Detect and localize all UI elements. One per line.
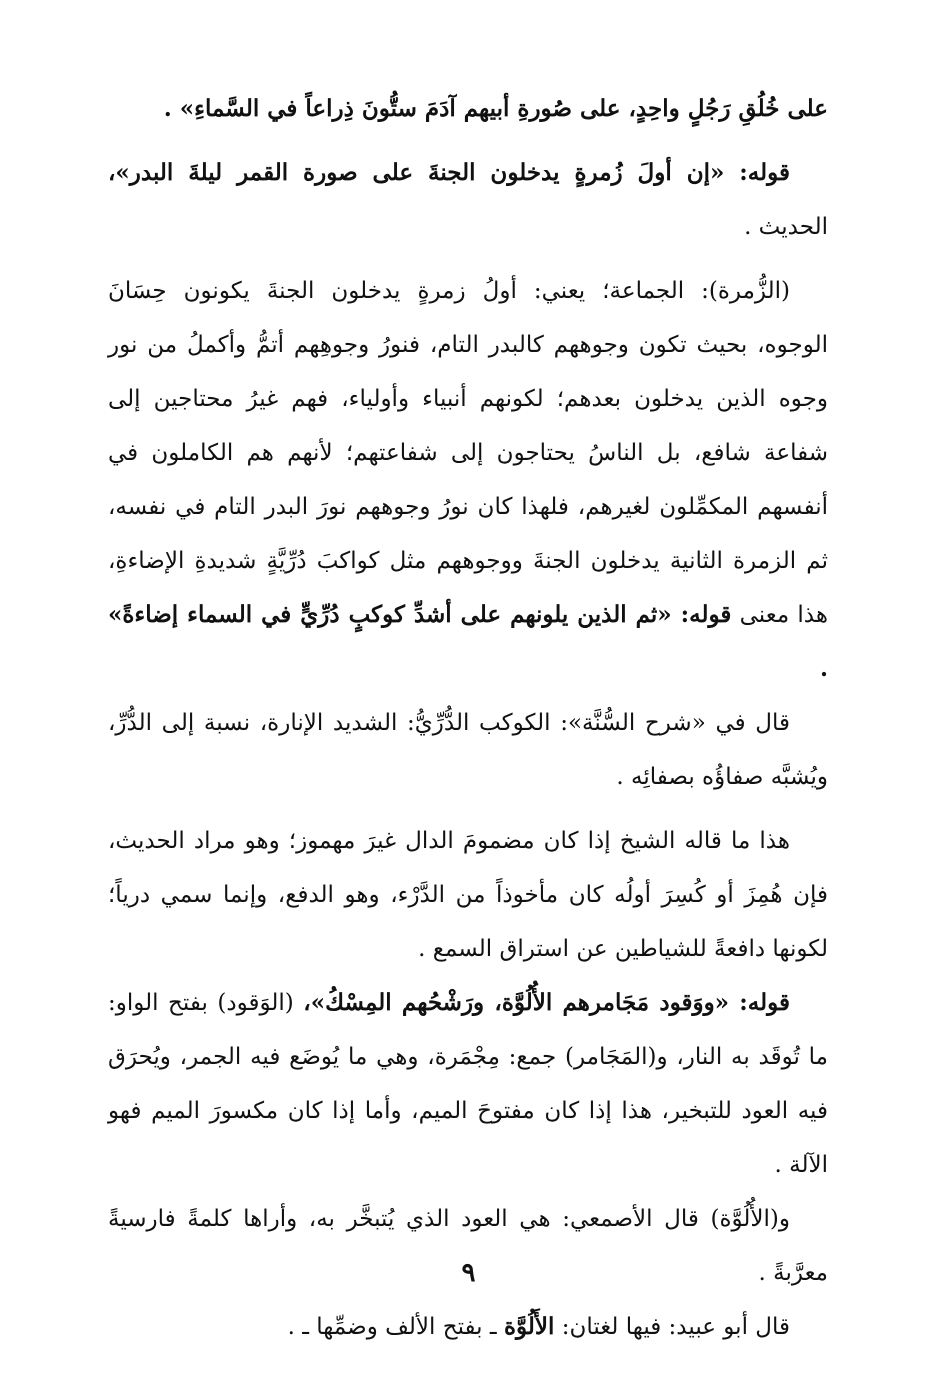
commentary-text: قال أبو عبيد: فيها لغتان: xyxy=(554,1314,790,1340)
paragraph-3 xyxy=(108,264,828,696)
quote-continuation: على خُلُقِ رَجُلٍ واحِدٍ، على صُورةِ أبيهم آدَمَ ستُّونَ ذِراعاً في السَّماءِ» . xyxy=(163,95,828,122)
paragraph-4 xyxy=(108,696,828,804)
page-number: ٩ xyxy=(461,1258,476,1288)
commentary-text: ـ بفتح الألف وضمِّها ـ . xyxy=(287,1314,504,1340)
highlighted-word: الأَلُوَّة xyxy=(503,1313,555,1340)
commentary-text: (الزُّمرة): الجماعة؛ يعني: أولُ زمرةٍ يدخلون الجنةَ يكونون حِسَانَ الوجوه، بحيث تكون وجوههم كالبدر التام، فنورُ وجوهِهم أتمُّ وأكملُ من نور وجوه الذين يدخلون بعدهم؛ لكونهم أنبياء وأولياء، فهم غيرُ محتاجين إلى شفاعة شافع، بل الناسُ يحتاجون إلى شفاعتهم؛ لأنهم هم الكاملون في أنفسهم المكمِّلون لغيرهم، فلهذا كان نورُ وجوههم نورَ البدر التام في نفسه، ثم الزمرة الثانية يدخلون الجنةَ ووجوههم مثل كواكبَ دُرِّيَّةٍ شديدةِ الإضاءةِ، هذا معنى xyxy=(108,278,828,628)
paragraph-2 xyxy=(108,146,828,254)
paragraph-5 xyxy=(108,814,828,976)
commentary-text: هذا ما قاله الشيخ إذا كان مضمومَ الدال غيرَ مهموز؛ وهو مراد الحديث، فإن هُمِزَ أو كُسِرَ أولُه كان مأخوذاً من الدَّرْء، وهو الدفع، وإنما سمي درياً؛ لكونها دافعةً للشياطين عن استراق السمع . xyxy=(108,828,828,962)
commentary-text: قال في «شرح السُّنَّة»: الكوكب الدُّرِّيُّ: الشديد الإنارة، نسبة إلى الدُّرِّ، ويُشبَّه صفاؤُه بصفائِه . xyxy=(108,710,828,790)
paragraph-6 xyxy=(108,976,828,1192)
hadith-quote: قوله: «إن أولَ زُمرةٍ يدخلون الجنةَ على صورة القمر ليلةَ البدر»، xyxy=(108,159,790,186)
hadith-quote: قوله: «ثم الذين يلونهم على أشدِّ كوكبٍ دُرِّيٍّ في السماء إضاءةً» . xyxy=(108,601,828,682)
hadith-quote: قوله: «ووَقود مَجَامرهم الأُلُوَّة، ورَشْحُهم المِسْكُ»، xyxy=(303,989,790,1016)
commentary-text: و(الأُلُوَّة) قال الأصمعي: هي العود الذي يُتبخَّر به، وأراها كلمةً فارسيةً معرَّبةً . xyxy=(108,1206,828,1286)
commentary-text: (الوَقود) بفتح الواو: ما تُوقَد به النار، و(المَجَامر) جمع: مِجْمَرة، وهي ما يُوضَع فيه الجمر، ويُحرَق فيه العود للتبخير، هذا إذا كان مفتوحَ الميم، وأما إذا كان مكسورَ الميم فهو الآلة . xyxy=(108,990,828,1178)
page-body xyxy=(108,82,828,1354)
plain-text: الحديث . xyxy=(744,214,828,240)
paragraph-8 xyxy=(108,1300,828,1354)
paragraph-1 xyxy=(108,82,828,136)
